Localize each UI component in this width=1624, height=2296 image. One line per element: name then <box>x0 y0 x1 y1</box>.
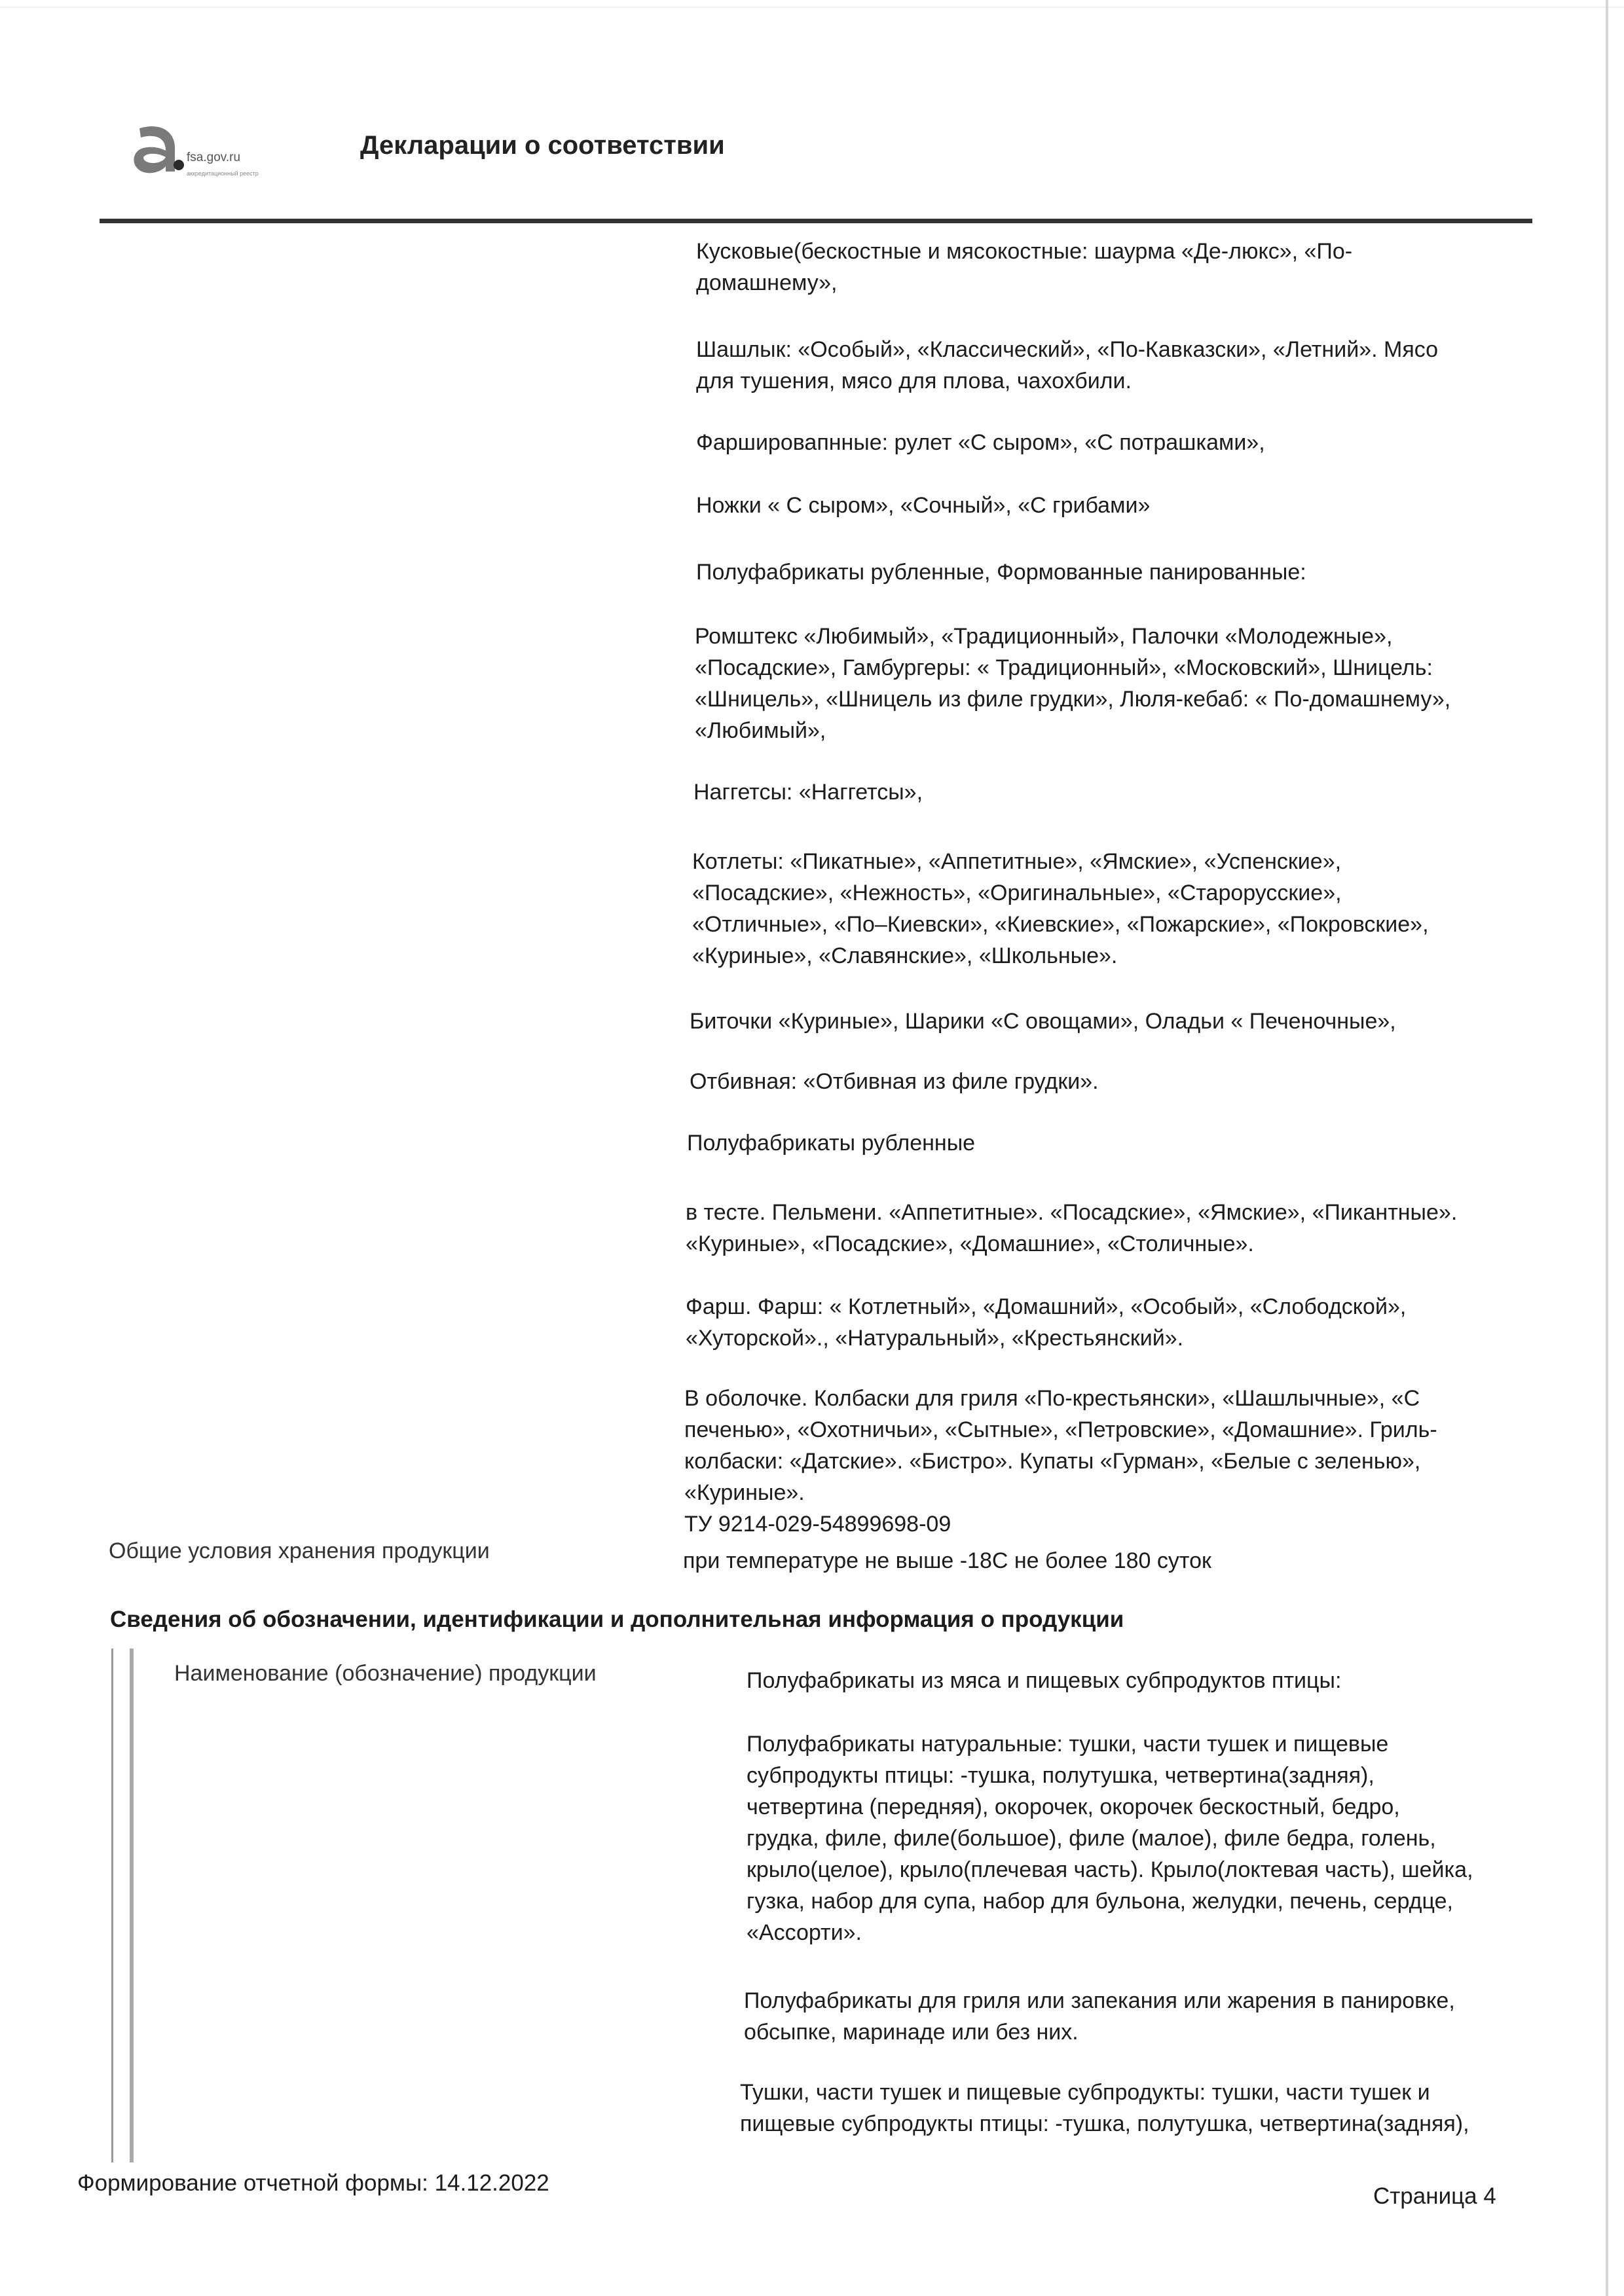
text-line: ТУ 9214-029-54899698-09 <box>684 1512 951 1537</box>
table-left-border <box>130 1649 134 2162</box>
text-line: «Куриные», «Посадские», «Домашние», «Столичные». <box>686 1231 1254 1256</box>
text-line: Наггетсы: «Наггетсы», <box>693 780 923 805</box>
logo-site-name: fsa.gov.ru <box>187 151 241 164</box>
text-line: «Хуторской»., «Натуральный», «Крестьянский». <box>686 1326 1184 1351</box>
scan-edge-right <box>1606 0 1608 2296</box>
text-line: гузка, набор для супа, набор для бульона, желудки, печень, сердце, <box>747 1889 1453 1914</box>
text-line: Полуфабрикаты натуральные: тушки, части тушек и пищевые <box>747 1732 1389 1757</box>
text-line: Фаршировапнные: рулет «С сыром», «С потрашками», <box>696 430 1265 455</box>
text-line: пищевые субпродукты птицы: -тушка, полутушка, четвертина(задняя), <box>740 2111 1469 2136</box>
text-line: «Любимый», <box>695 718 826 743</box>
storage-label: Общие условия хранения продукции <box>109 1539 490 1563</box>
text-line: субпродукты птицы: -тушка, полутушка, четвертина(задняя), <box>747 1763 1375 1788</box>
text-line: домашнему», <box>696 270 838 295</box>
text-line: обсыпке, маринаде или без них. <box>744 2020 1079 2045</box>
text-line: крыло(целое), крыло(плечевая часть). Крыло(локтевая часть), шейка, <box>747 1857 1473 1882</box>
list-paragraph <box>693 776 923 808</box>
text-line: «Куриные», «Славянские», «Школьные». <box>692 943 1118 968</box>
storage-value: при температуре не выше -18С не более 180 суток <box>683 1548 1211 1573</box>
text-line: «Посадские», «Нежность», «Оригинальные», «Старорусские», <box>692 881 1342 905</box>
list-paragraph <box>696 236 1352 299</box>
list-paragraph <box>686 1291 1406 1354</box>
table-left-border <box>111 1649 113 2162</box>
product-paragraph <box>747 1728 1473 1948</box>
text-line: грудка, филе, филе(большое), филе (малое), филе бедра, голень, <box>747 1826 1436 1851</box>
text-line: четвертина (передняя), окорочек, окорочек бескостный, бедро, <box>747 1795 1400 1819</box>
text-line: Тушки, части тушек и пищевые субпродукты: тушки, части тушек и <box>740 2080 1430 2105</box>
list-paragraph <box>696 427 1265 458</box>
text-line: Кусковые(бескостные и мясокостные: шаурма «Де-люкс», «По- <box>696 239 1353 264</box>
text-line: печенью», «Охотничьи», «Сытные», «Петровские», «Домашние». Гриль- <box>684 1417 1437 1442</box>
scan-edge-top <box>0 7 1624 8</box>
page-title: Декларации о соответствии <box>360 131 725 160</box>
text-line: «Посадские», Гамбургеры: « Традиционный», «Московский», Шницель: <box>695 655 1433 680</box>
list-paragraph <box>690 1006 1396 1037</box>
report-generated-date: Формирование отчетной формы: 14.12.2022 <box>77 2170 549 2196</box>
text-line: Ромштекс «Любимый», «Традиционный», Палочки «Молодежные», <box>695 624 1393 649</box>
text-line: Фарш. Фарш: « Котлетный», «Домашний», «Особый», «Слободской», <box>686 1294 1407 1319</box>
text-line: В оболочке. Колбаски для гриля «По-крестьянски», «Шашлычные», «С <box>684 1386 1420 1411</box>
product-name-label: Наименование (обозначение) продукции <box>174 1661 597 1686</box>
list-paragraph <box>686 1197 1457 1260</box>
list-paragraph <box>690 1066 1099 1097</box>
list-paragraph <box>696 334 1438 397</box>
product-paragraph <box>747 1665 1341 1696</box>
list-paragraph <box>695 621 1450 746</box>
list-paragraph <box>692 846 1429 972</box>
fsa-logo[interactable] <box>121 118 318 190</box>
text-line: Полуфабрикаты из мяса и пищевых субпродуктов птицы: <box>747 1668 1342 1693</box>
text-line: в тесте. Пельмени. «Аппетитные». «Посадские», «Ямские», «Пикантные». <box>686 1200 1458 1225</box>
text-line: Шашлык: «Особый», «Классический», «По-Кавказски», «Летний». Мясо <box>696 337 1439 362</box>
text-line: «Куриные». <box>684 1480 805 1505</box>
text-line: Полуфабрикаты рубленные <box>687 1131 976 1156</box>
text-line: «Шницель», «Шницель из филе грудки», Люля-кебаб: « По-домашнему», <box>695 687 1451 712</box>
product-paragraph <box>744 1985 1455 2048</box>
text-line: «Ассорти». <box>747 1920 862 1945</box>
list-paragraph <box>684 1383 1437 1540</box>
header-divider <box>100 219 1532 223</box>
text-line: Отбивная: «Отбивная из филе грудки». <box>690 1069 1099 1094</box>
text-line: Котлеты: «Пикатные», «Аппетитные», «Ямские», «Успенские», <box>692 849 1342 874</box>
text-line: колбаски: «Датские». «Бистро». Купаты «Гурман», «Белые с зеленью», <box>684 1449 1421 1474</box>
section-heading: Сведения об обозначении, идентификации и дополнительная информация о продукции <box>110 1607 1124 1632</box>
fsa-logo-icon <box>121 118 187 183</box>
list-paragraph <box>696 490 1150 521</box>
text-line: Полуфабрикаты для гриля или запекания или жарения в панировке, <box>744 1988 1455 2013</box>
page-number: Страница 4 <box>1373 2183 1496 2209</box>
text-line: Полуфабрикаты рубленные, Формованные панированные: <box>696 560 1306 585</box>
text-line: для тушения, мясо для плова, чахохбили. <box>696 369 1132 393</box>
text-line: «Отличные», «По–Киевски», «Киевские», «Пожарские», «Покровские», <box>692 912 1429 937</box>
text-line: Биточки «Куриные», Шарики «С овощами», Оладьи « Печеночные», <box>690 1009 1396 1034</box>
product-paragraph <box>740 2077 1469 2140</box>
logo-subtitle: аккредитационный реестр <box>187 170 259 177</box>
list-paragraph <box>696 556 1306 588</box>
text-line: Ножки « С сыром», «Сочный», «С грибами» <box>696 493 1151 518</box>
list-paragraph <box>687 1127 975 1159</box>
